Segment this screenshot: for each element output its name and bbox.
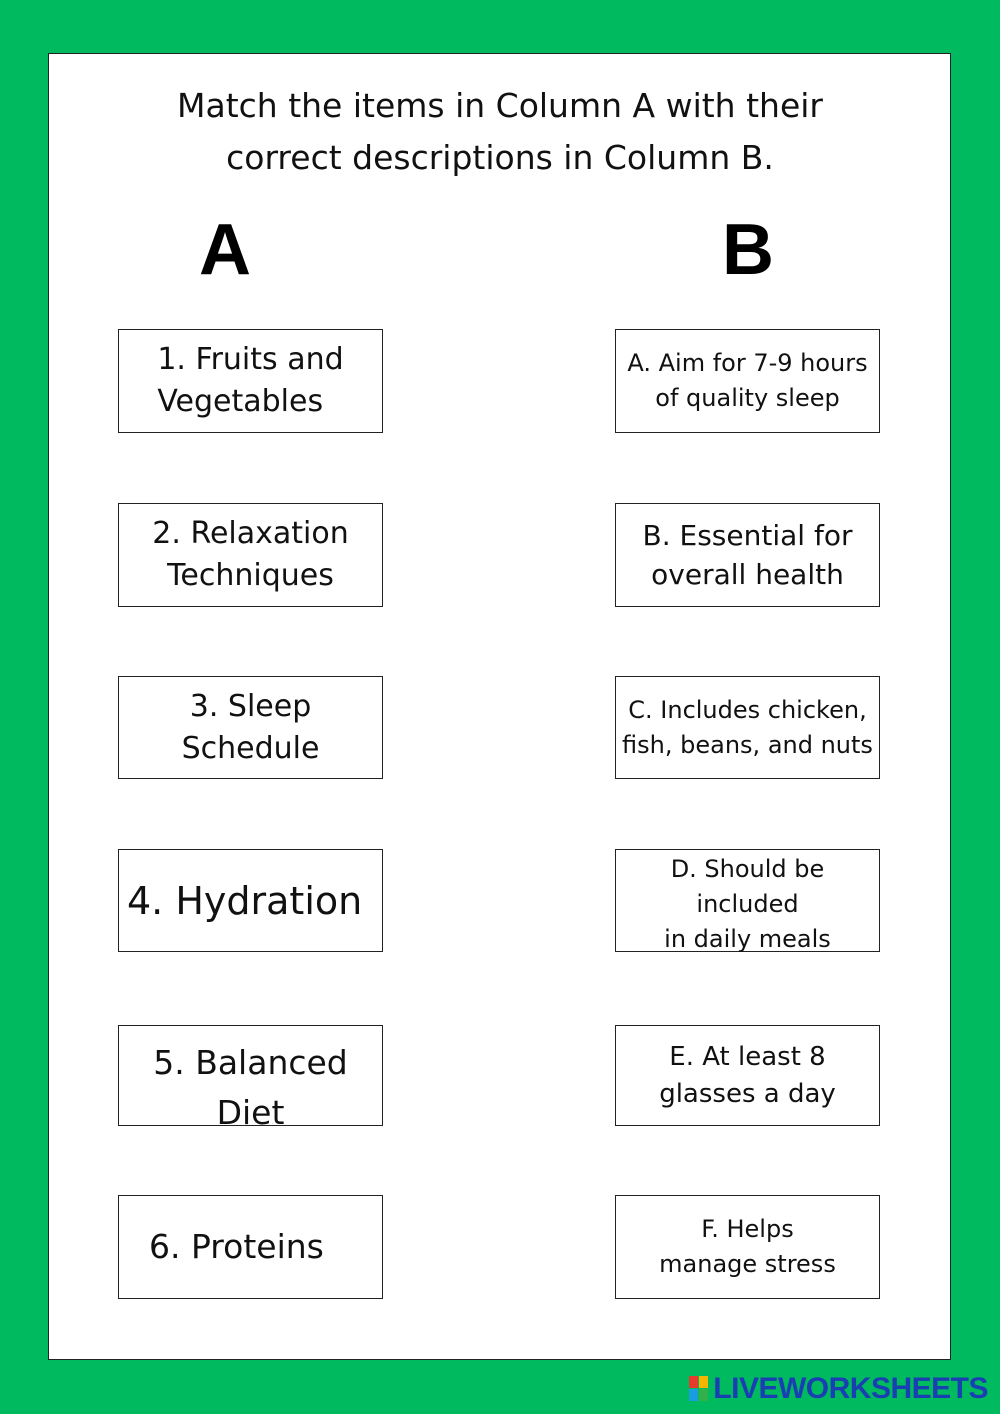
column-a-item-3[interactable] — [118, 676, 383, 779]
column-a-item-label: 1. Fruits and Vegetables — [157, 342, 344, 419]
column-a-item-2[interactable] — [118, 503, 383, 607]
column-a-item-label: 6. Proteins — [149, 1227, 324, 1266]
column-a-item-label: 2. Relaxation Techniques — [152, 516, 349, 593]
liveworksheets-cube-icon — [689, 1376, 709, 1402]
column-a-item-1[interactable] — [118, 329, 383, 433]
column-a-item-6[interactable] — [118, 1195, 383, 1299]
column-a-item-label: 4. Hydration — [127, 878, 363, 923]
column-b-heading: B — [722, 210, 774, 290]
column-a-item-4[interactable] — [118, 849, 383, 952]
column-b-item-b[interactable] — [615, 503, 880, 607]
column-b-item-label: E. At least 8 glasses a day — [659, 1041, 836, 1109]
column-a-item-label: 5. Balanced Diet — [153, 1042, 348, 1132]
column-b-item-label: F. Helps manage stress — [659, 1215, 836, 1278]
column-b-item-c[interactable] — [615, 676, 880, 779]
column-b-item-f[interactable] — [615, 1195, 880, 1299]
column-a-item-label: 3. Sleep Schedule — [181, 688, 320, 766]
column-b-item-label: C. Includes chicken, fish, beans, and nuts — [622, 695, 873, 759]
column-b-item-d[interactable] — [615, 849, 880, 952]
column-b-item-e[interactable] — [615, 1025, 880, 1126]
column-b-item-a[interactable] — [615, 329, 880, 433]
column-b-item-label: D. Should be included in daily meals — [664, 855, 831, 953]
column-b-item-label: A. Aim for 7-9 hours of quality sleep — [627, 349, 868, 412]
liveworksheets-logo — [689, 1372, 988, 1406]
column-a-item-5[interactable] — [118, 1025, 383, 1132]
liveworksheets-wordmark: LIVEWORKSHEETS — [713, 1372, 988, 1405]
column-b-item-label: B. Essential for overall health — [642, 519, 853, 591]
column-a-heading: A — [199, 210, 251, 290]
instructions-text: Match the items in Column A with their correct descriptions in Column B. — [177, 86, 823, 177]
